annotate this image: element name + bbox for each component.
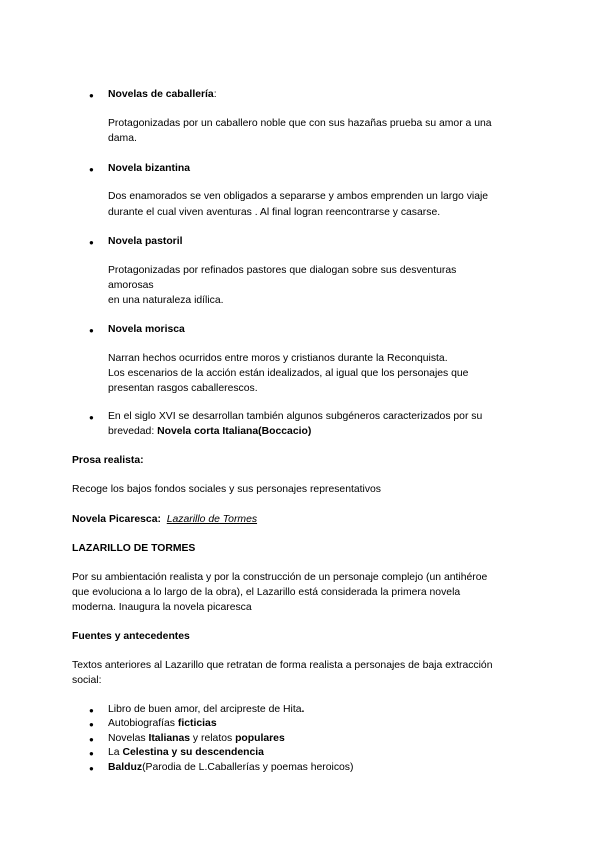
genre-text: Protagonizadas por refinados pastores que dialogan sobre sus desventuras: [108, 265, 457, 276]
genre-text: Narran hechos ocurridos entre moros y cristianos durante la Reconquista.: [108, 353, 448, 364]
section-heading: Fuentes y antecedentes: [72, 631, 190, 642]
genre-text: en una naturaleza idílica.: [108, 295, 224, 306]
section-heading: Prosa realista:: [72, 455, 144, 466]
list-item: La Celestina y su descendencia: [108, 747, 264, 758]
list-item: Novelas Italianas y relatos populares: [108, 733, 285, 744]
list-item: Libro de buen amor, del arcipreste de Hita.: [108, 704, 305, 715]
genre-text: Protagonizadas por un caballero noble que con sus hazañas prueba su amor a una: [108, 118, 492, 129]
genre-text: Los escenarios de la acción están idealizados, al igual que los personajes que: [108, 368, 469, 379]
bullet-icon: ●: [89, 91, 94, 100]
bullet-icon: ●: [89, 720, 94, 729]
paragraph: que evoluciona a lo largo de la obra), el Lazarillo está considerada la primera novela: [72, 587, 461, 598]
bullet-icon: ●: [89, 413, 94, 422]
genre-text: presentan rasgos caballerescos.: [108, 383, 258, 394]
genre-title: Novela pastoril: [108, 236, 183, 247]
paragraph: moderna. Inaugura la novela picaresca: [72, 602, 252, 613]
paragraph: Por su ambientación realista y por la construcción de un personaje complejo (un antihéroe: [72, 572, 488, 583]
siglo-xvi-text: En el siglo XVI se desarrollan también algunos subgéneros caracterizados por su: [108, 411, 483, 422]
bullet-icon: ●: [89, 238, 94, 247]
genre-text: durante el cual viven aventuras . Al final logran reencontrarse y casarse.: [108, 207, 441, 218]
section-heading: LAZARILLO DE TORMES: [72, 543, 196, 554]
genre-text: Dos enamorados se ven obligados a separarse y ambos emprenden un largo viaje: [108, 191, 489, 202]
paragraph: Recoge los bajos fondos sociales y sus personajes representativos: [72, 484, 382, 495]
bullet-icon: ●: [89, 165, 94, 174]
bullet-icon: ●: [89, 764, 94, 773]
genre-title: Novelas de caballería:: [108, 89, 217, 100]
bullet-icon: ●: [89, 735, 94, 744]
siglo-xvi-text: brevedad: Novela corta Italiana(Boccacio): [108, 426, 312, 437]
genre-text: amorosas: [108, 280, 154, 291]
genre-title: Novela bizantina: [108, 163, 190, 174]
list-item: Autobiografías ficticias: [108, 718, 217, 729]
paragraph: Textos anteriores al Lazarillo que retratan de forma realista a personajes de baja extracción: [72, 660, 493, 671]
picaresca-line: Novela Picaresca: Lazarillo de Tormes: [72, 514, 258, 525]
paragraph: social:: [72, 675, 102, 686]
list-item: Balduz(Parodia de L.Caballerías y poemas heroicos): [108, 762, 354, 773]
genre-text: dama.: [108, 133, 137, 144]
genre-title: Novela morisca: [108, 324, 185, 335]
bullet-icon: ●: [89, 749, 94, 758]
bullet-icon: ●: [89, 706, 94, 715]
bullet-icon: ●: [89, 326, 94, 335]
lazarillo-link[interactable]: Lazarillo de Tormes: [166, 514, 258, 525]
